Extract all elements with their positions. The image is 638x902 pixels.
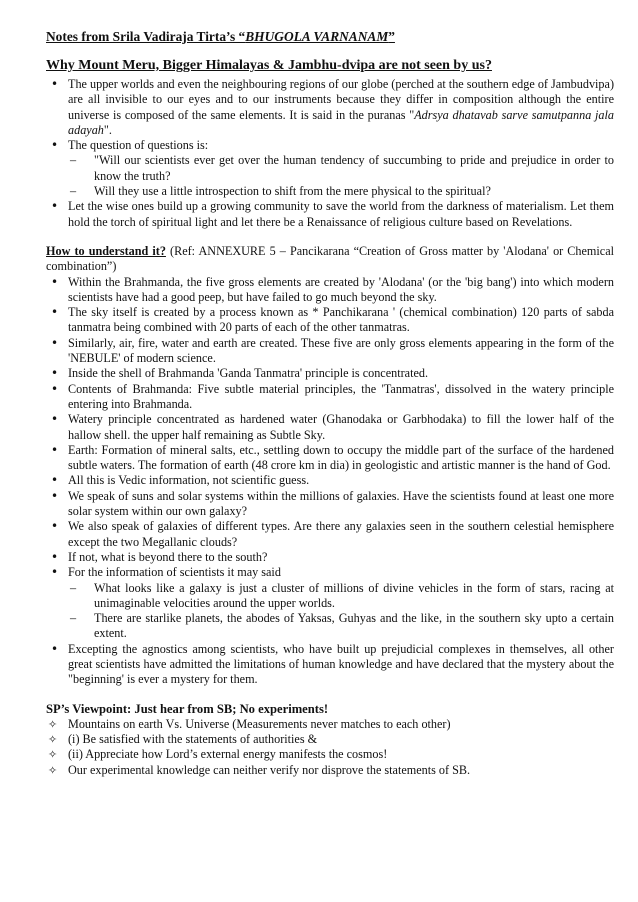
sub-item: – What looks like a galaxy is just a cluster of millions of divine vehicles in the form of stars, racing at unimaginable velocities around the upper worlds. [53, 581, 614, 612]
list-item: ✧ Our experimental knowledge can neither verify nor disprove the statements of SB. [48, 763, 614, 778]
list-item: ✧ (i) Be satisfied with the statements of authorities & [48, 732, 614, 747]
section-viewpoint-list [46, 717, 614, 778]
bullet-text: For the information of scientists it may said [68, 565, 281, 580]
list-item: ✧ Mountains on earth Vs. Universe (Measurements never matches to each other) [48, 717, 614, 732]
title-prefix: Notes from Srila Vadiraja Tirta’s “ [46, 29, 246, 44]
sub-item: – There are starlike planets, the abodes of Yaksas, Guhyas and the like, in the southern sky upto a certain extent. [53, 611, 614, 642]
section-heading-meru: Why Mount Meru, Bigger Himalayas & Jambhu-dvipa are not seen by us? [46, 58, 492, 73]
list-item [48, 565, 614, 641]
list-item: • Contents of Brahmanda: Five subtle material principles, the 'Tanmatras', dissolved in the watery principle entering into Brahmanda. [48, 382, 614, 413]
list-item: • Watery principle concentrated as hardened water (Ghanodaka or Garbhodaka) to fill the lower half of the hallow shell. the upper half remaining as Subtle Sky. [48, 412, 614, 443]
bullet-text: The upper worlds and even the neighbouring regions of our globe (perched at the southern edge of Jambudvipa) are all invisible to our eyes and to our instruments because they differ in composition although the entire universe is composed of the same elements. It is said in the puranas " [68, 77, 614, 122]
title-suffix: ” [388, 29, 395, 44]
list-item: • Similarly, air, fire, water and earth are created. These five are only gross elements appearing in the form of the 'NEBULE' of modern science. [48, 336, 614, 367]
spacer [46, 688, 614, 702]
document-title [46, 28, 614, 45]
list-item: • We speak of suns and solar systems within the millions of galaxies. Have the scientists found at least one more solar system within our own galaxy? [48, 489, 614, 520]
list-item: • Excepting the agnostics among scientists, who have built up prejudicial complexes in themselves, all other great scientists have admitted the limitations of human knowledge and have declared that the mystery about the "beginning' is ever a mystery for them. [48, 642, 614, 688]
list-item: • Earth: Formation of mineral salts, etc., settling down to occupy the middle part of the surface of the hardened subtle waters. The formation of earth (48 crore km in dia) in geologistic and artistic manner is the hand of God. [48, 443, 614, 474]
bullet-text: The question of questions is: [68, 138, 209, 153]
list-item: • Let the wise ones build up a growing community to save the world from the darkness of materialism. Let them hold the torch of spiritual light and let there be a Renaissance of religious culture based on Revelations. [48, 199, 614, 230]
list-item [48, 138, 614, 199]
list-item: • Within the Brahmanda, the five gross elements are created by 'Alodana' (or the 'big bang') into which modern scientists have had a good peep, but have failed to go much beyond the sky. [48, 275, 614, 306]
list-item: • All this is Vedic information, not scientific guess. [48, 473, 614, 488]
sub-list [68, 581, 614, 642]
title-italic: BHUGOLA VARNANAM [245, 29, 389, 44]
list-item: • Inside the shell of Brahmanda 'Ganda Tanmatra' principle is concentrated. [48, 366, 614, 381]
understand-reference: (Ref: ANNEXURE 5 – Pancikarana “Creation of Gross matter by 'Alodana' or Chemical combination”) [46, 243, 615, 274]
sub-item: – Will they use a little introspection to shift from the mere physical to the spiritual? [53, 184, 614, 199]
section-heading-understand [46, 244, 614, 275]
list-item: • The sky itself is created by a process known as * Panchikarana ' (chemical combination) 120 parts of sabda tanmatra being combined with 20 parts of each of the other tanmatras. [48, 305, 614, 336]
understand-label: How to understand it? [46, 243, 166, 258]
sub-list [68, 153, 614, 199]
list-item: • We also speak of galaxies of different types. Are there any galaxies seen in the southern celestial hemisphere except the two Megallanic clouds? [48, 519, 614, 550]
section-meru-list [46, 77, 614, 230]
list-item: • If not, what is beyond there to the south? [48, 550, 614, 565]
section-understand-list [46, 275, 614, 688]
section-heading-viewpoint: SP’s Viewpoint: Just hear from SB; No experiments! [46, 701, 329, 716]
quote-end: ". [103, 122, 112, 137]
list-item [48, 77, 614, 138]
sub-item: – "Will our scientists ever get over the human tendency of succumbing to pride and prejudice in order to know the truth? [53, 153, 614, 184]
list-item: ✧ (ii) Appreciate how Lord’s external energy manifests the cosmos! [48, 747, 614, 762]
spacer [46, 230, 614, 244]
purana-quote: Adrsya dhatavab sarve samutpanna jala adayah [68, 107, 614, 137]
